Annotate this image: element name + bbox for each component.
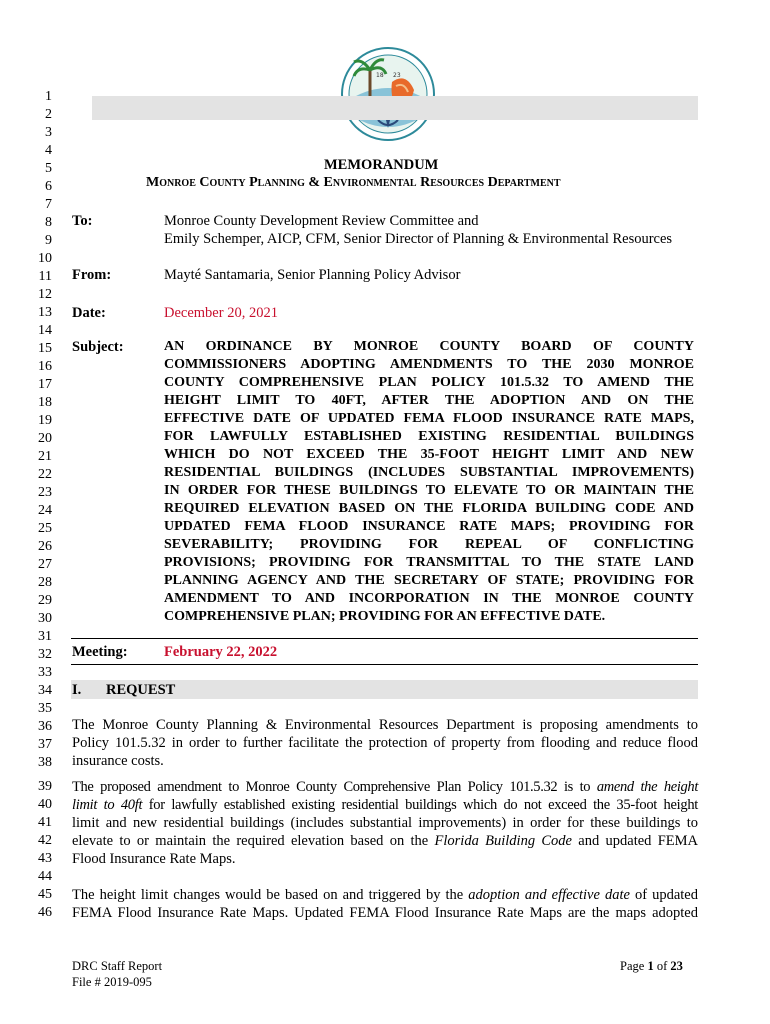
para2-line-4: elevate to or maintain the required elevation based on the Florida Building Code and updated FEMA	[72, 833, 698, 849]
line-number: 17	[38, 377, 52, 392]
subject-line: COUNTY COMPREHENSIVE PLAN POLICY 101.5.32 TO AMEND THE	[164, 375, 694, 390]
line-number: 16	[38, 359, 52, 374]
para1-line-3: insurance costs.	[72, 753, 164, 769]
para3-line-1: The height limit changes would be based on and triggered by the adoption and effective date of updated	[72, 887, 698, 903]
para2-line-1: The proposed amendment to Monroe County Comprehensive Plan Policy 101.5.32 is to amend the height	[72, 779, 698, 795]
line-number: 10	[38, 251, 52, 266]
footer-report: DRC Staff Report	[72, 959, 163, 973]
subject-line: AN ORDINANCE BY MONROE COUNTY BOARD OF COUNTY	[164, 339, 694, 354]
header-gray-bar	[92, 96, 698, 120]
line-number: 22	[38, 467, 52, 482]
memo-title: MEMORANDUM	[324, 157, 439, 173]
line-number: 20	[38, 431, 52, 446]
line-number: 7	[45, 197, 52, 212]
line-number: 18	[38, 395, 52, 410]
line-number: 28	[38, 575, 52, 590]
subject-line: RESIDENTIAL BUILDINGS (INCLUDES SUBSTANTIAL IMPROVEMENTS)	[164, 465, 694, 480]
line-number: 40	[38, 797, 52, 812]
para1-line-2: Policy 101.5.32 in order to further facilitate the protection of property from flooding and reduce flood	[72, 735, 698, 751]
line-number: 37	[38, 737, 52, 752]
subject-line: HEIGHT LIMIT TO 40FT, AFTER THE ADOPTION AND ON THE	[164, 393, 694, 408]
para2-line-5: Flood Insurance Rate Maps.	[72, 851, 236, 867]
subject-line: WHICH DO NOT EXCEED THE 35-FOOT HEIGHT LIMIT AND NEW	[164, 447, 694, 462]
subject-line: IN ORDER FOR THESE BUILDINGS TO ELEVATE TO OR MAINTAIN THE	[164, 483, 694, 498]
seal-year-left: 18	[376, 72, 384, 79]
line-number: 4	[45, 143, 52, 158]
line-number: 41	[38, 815, 52, 830]
line-number: 30	[38, 611, 52, 626]
line-number: 11	[38, 269, 52, 284]
to-line-1: Monroe County Development Review Committee and	[164, 213, 479, 229]
subject-line: PLANNING AGENCY AND THE SECRETARY OF STATE; PROVIDING FOR	[164, 573, 694, 588]
line-number: 35	[38, 701, 52, 716]
line-number: 39	[38, 779, 52, 794]
line-number: 5	[45, 161, 52, 176]
subject-line: COMPREHENSIVE PLAN; PROVIDING FOR AN EFFECTIVE DATE.	[164, 609, 606, 624]
line-number: 2	[45, 107, 52, 122]
from-value: Mayté Santamaria, Senior Planning Policy Advisor	[164, 267, 461, 283]
subject-line: SEVERABILITY; PROVIDING FOR REPEAL OF CONFLICTING	[164, 537, 694, 552]
para3-line-2: FEMA Flood Insurance Rate Maps. Updated FEMA Flood Insurance Rate Maps are the maps adopted	[72, 905, 698, 921]
line-number: 46	[38, 905, 52, 920]
line-number: 44	[38, 869, 52, 884]
line-number: 14	[38, 323, 52, 338]
from-label: From:	[72, 267, 112, 283]
subject-line: REQUIRED ELEVATION BASED ON THE FLORIDA BUILDING CODE AND	[164, 501, 694, 516]
line-number: 42	[38, 833, 52, 848]
line-number: 36	[38, 719, 52, 734]
to-label: To:	[72, 213, 93, 229]
department-name: Monroe County Planning & Environmental Resources Department	[146, 175, 561, 190]
para2-line-3: limit and new residential buildings (includes substantial improvements) in order for these buildings to	[72, 815, 698, 831]
line-number: 23	[38, 485, 52, 500]
meeting-label: Meeting:	[72, 644, 128, 660]
line-number: 13	[38, 305, 52, 320]
line-number: 12	[38, 287, 52, 302]
line-number: 15	[38, 341, 52, 356]
para2-line-2: limit to 40ft for lawfully established existing residential buildings which do not exceed the 35-foot height	[72, 797, 698, 813]
line-number: 34	[38, 683, 52, 698]
line-number: 32	[38, 647, 52, 662]
line-number: 33	[38, 665, 52, 680]
line-number: 19	[38, 413, 52, 428]
line-number: 29	[38, 593, 52, 608]
line-number: 43	[38, 851, 52, 866]
section-title: REQUEST	[106, 682, 176, 698]
line-number: 1	[45, 89, 52, 104]
subject-line: UPDATED FEMA FLOOD INSURANCE RATE MAPS; PROVIDING FOR	[164, 519, 694, 534]
divider-rule-top	[71, 638, 698, 639]
footer-file: File # 2019-095	[72, 975, 152, 989]
footer-page: Page 1 of 23	[620, 959, 683, 973]
line-number: 3	[45, 125, 52, 140]
to-line-2: Emily Schemper, AICP, CFM, Senior Director of Planning & Environmental Resources	[164, 231, 673, 247]
line-number: 21	[38, 449, 52, 464]
line-number: 26	[38, 539, 52, 554]
line-number: 31	[38, 629, 52, 644]
date-label: Date:	[72, 305, 106, 321]
subject-line: COMMISSIONERS ADOPTING AMENDMENTS TO THE 2030 MONROE	[164, 357, 694, 372]
section-number: I.	[72, 682, 82, 698]
line-number: 27	[38, 557, 52, 572]
line-number: 9	[45, 233, 52, 248]
meeting-value: February 22, 2022	[164, 644, 278, 660]
line-number: 25	[38, 521, 52, 536]
subject-line: EFFECTIVE DATE OF UPDATED FEMA FLOOD INSURANCE RATE MAPS,	[164, 411, 694, 426]
para1-line-1: The Monroe County Planning & Environmental Resources Department is proposing amendments to	[72, 717, 698, 733]
subject-line: PROVISIONS; PROVIDING FOR TRANSMITTAL TO THE STATE LAND	[164, 555, 694, 570]
seal-year-right: 23	[393, 72, 401, 79]
divider-rule-bottom	[71, 664, 698, 665]
line-number: 38	[38, 755, 52, 770]
line-number: 8	[45, 215, 52, 230]
date-value: December 20, 2021	[164, 305, 278, 321]
line-number: 45	[38, 887, 52, 902]
line-number: 6	[45, 179, 52, 194]
subject-label: Subject:	[72, 339, 124, 355]
county-seal-logo	[340, 46, 436, 142]
subject-line: AMENDMENT TO AND INCORPORATION IN THE MONROE COUNTY	[164, 591, 694, 606]
line-number: 24	[38, 503, 52, 518]
subject-line: FOR LAWFULLY ESTABLISHED EXISTING RESIDENTIAL BUILDINGS	[164, 429, 694, 444]
